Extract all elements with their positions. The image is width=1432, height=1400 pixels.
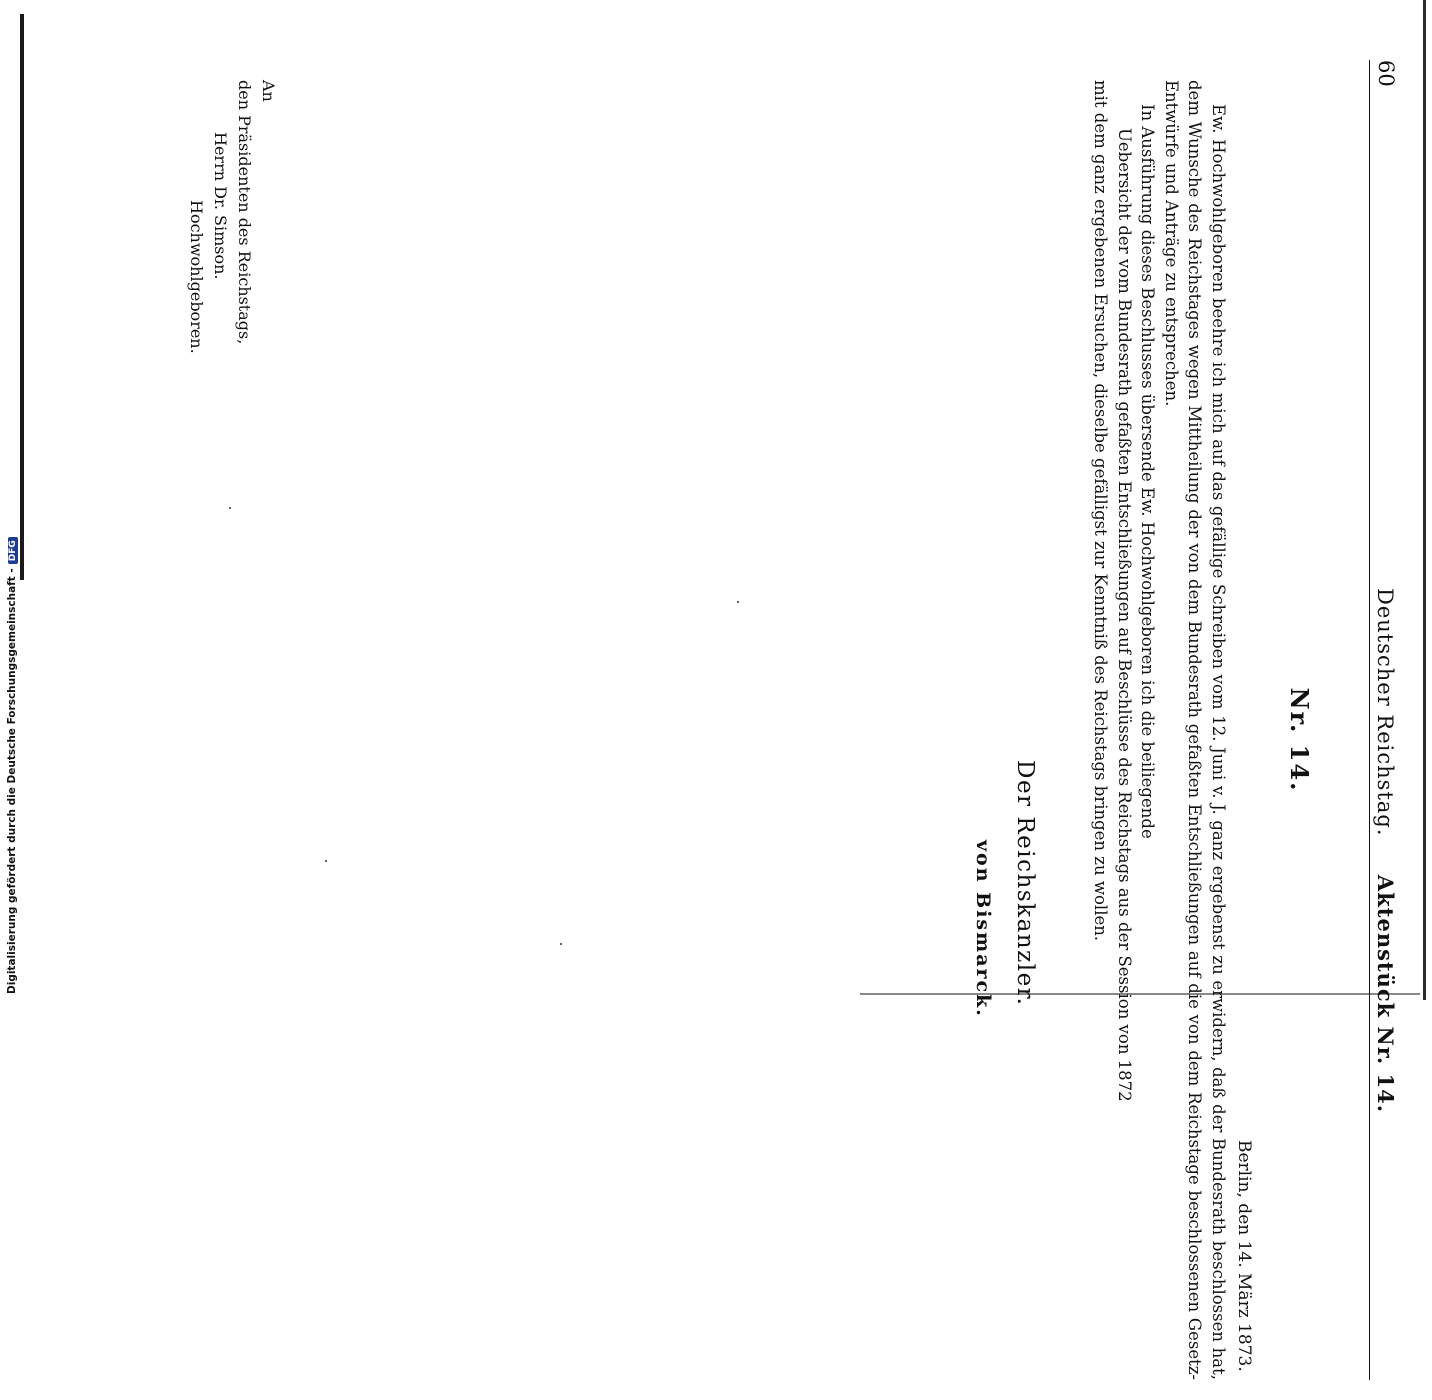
running-title-doc: Aktenstück Nr. 14. (1373, 874, 1398, 1114)
document-page (187, 40, 1410, 1400)
header-rule (1369, 60, 1370, 1380)
dfg-logo: DFG (8, 537, 18, 564)
signature-title: Der Reichskanzler. (1012, 760, 1038, 1007)
address-line: den Präsidenten des Reichstags, (235, 80, 254, 345)
letter-body (1089, 80, 1230, 1380)
page-header (1368, 60, 1402, 1380)
signature-name: von Bismarck. (972, 840, 994, 1018)
address-line: Herrn Dr. Simson. (211, 132, 230, 280)
scan-speck (325, 860, 327, 862)
address-line: Hochwohlgeboren. (187, 200, 206, 354)
paragraph: In Ausführung dieses Beschlusses übersende Ew. Hochwohlgeboren ich die beiliegende (1138, 104, 1158, 839)
paragraph: Uebersicht der vom Bundesrath gefaßten Entschließungen auf Beschlüsse des Reichstags aus der Session von 1872 (1115, 128, 1134, 1102)
scan-edge-left (20, 14, 24, 580)
scan-edge-right (1423, 0, 1426, 1000)
scan-speck (229, 507, 231, 509)
credit-text: Digitalisierung gefördert durch die Deutsche Forschungsgemeinschaft - (6, 568, 18, 994)
paragraph: Ew. Hochwohlgeboren beehre ich mich auf das gefällige Schreiben vom 12. Juni v. J. ganz ergebenst zu erwidern, daß der Bundesrath beschlossen hat, dem Wunsche des Reichstages wegen Mittheilung der von dem Bundesrath gefaßten Entschließungen auf die von dem Reichstage beschlossenen Gesetz-Entwürfe und Anträge zu entsprechen. (1162, 80, 1228, 1380)
digitization-credit (6, 537, 18, 994)
paragraph: mit dem ganz ergebenen Ersuchen, dieselbe gefälligst zur Kenntniß des Reichstags bringen zu wollen. (1091, 80, 1111, 942)
document-number: Nr. 14. (1285, 687, 1314, 793)
page-number: 60 (1374, 60, 1398, 87)
place-date: Berlin, den 14. März 1873. (1234, 1140, 1254, 1372)
address-line: An (259, 80, 278, 102)
recipient-address (184, 80, 280, 354)
running-title-prefix: Deutscher Reichstag. (1373, 588, 1397, 837)
running-title (1373, 588, 1398, 1113)
